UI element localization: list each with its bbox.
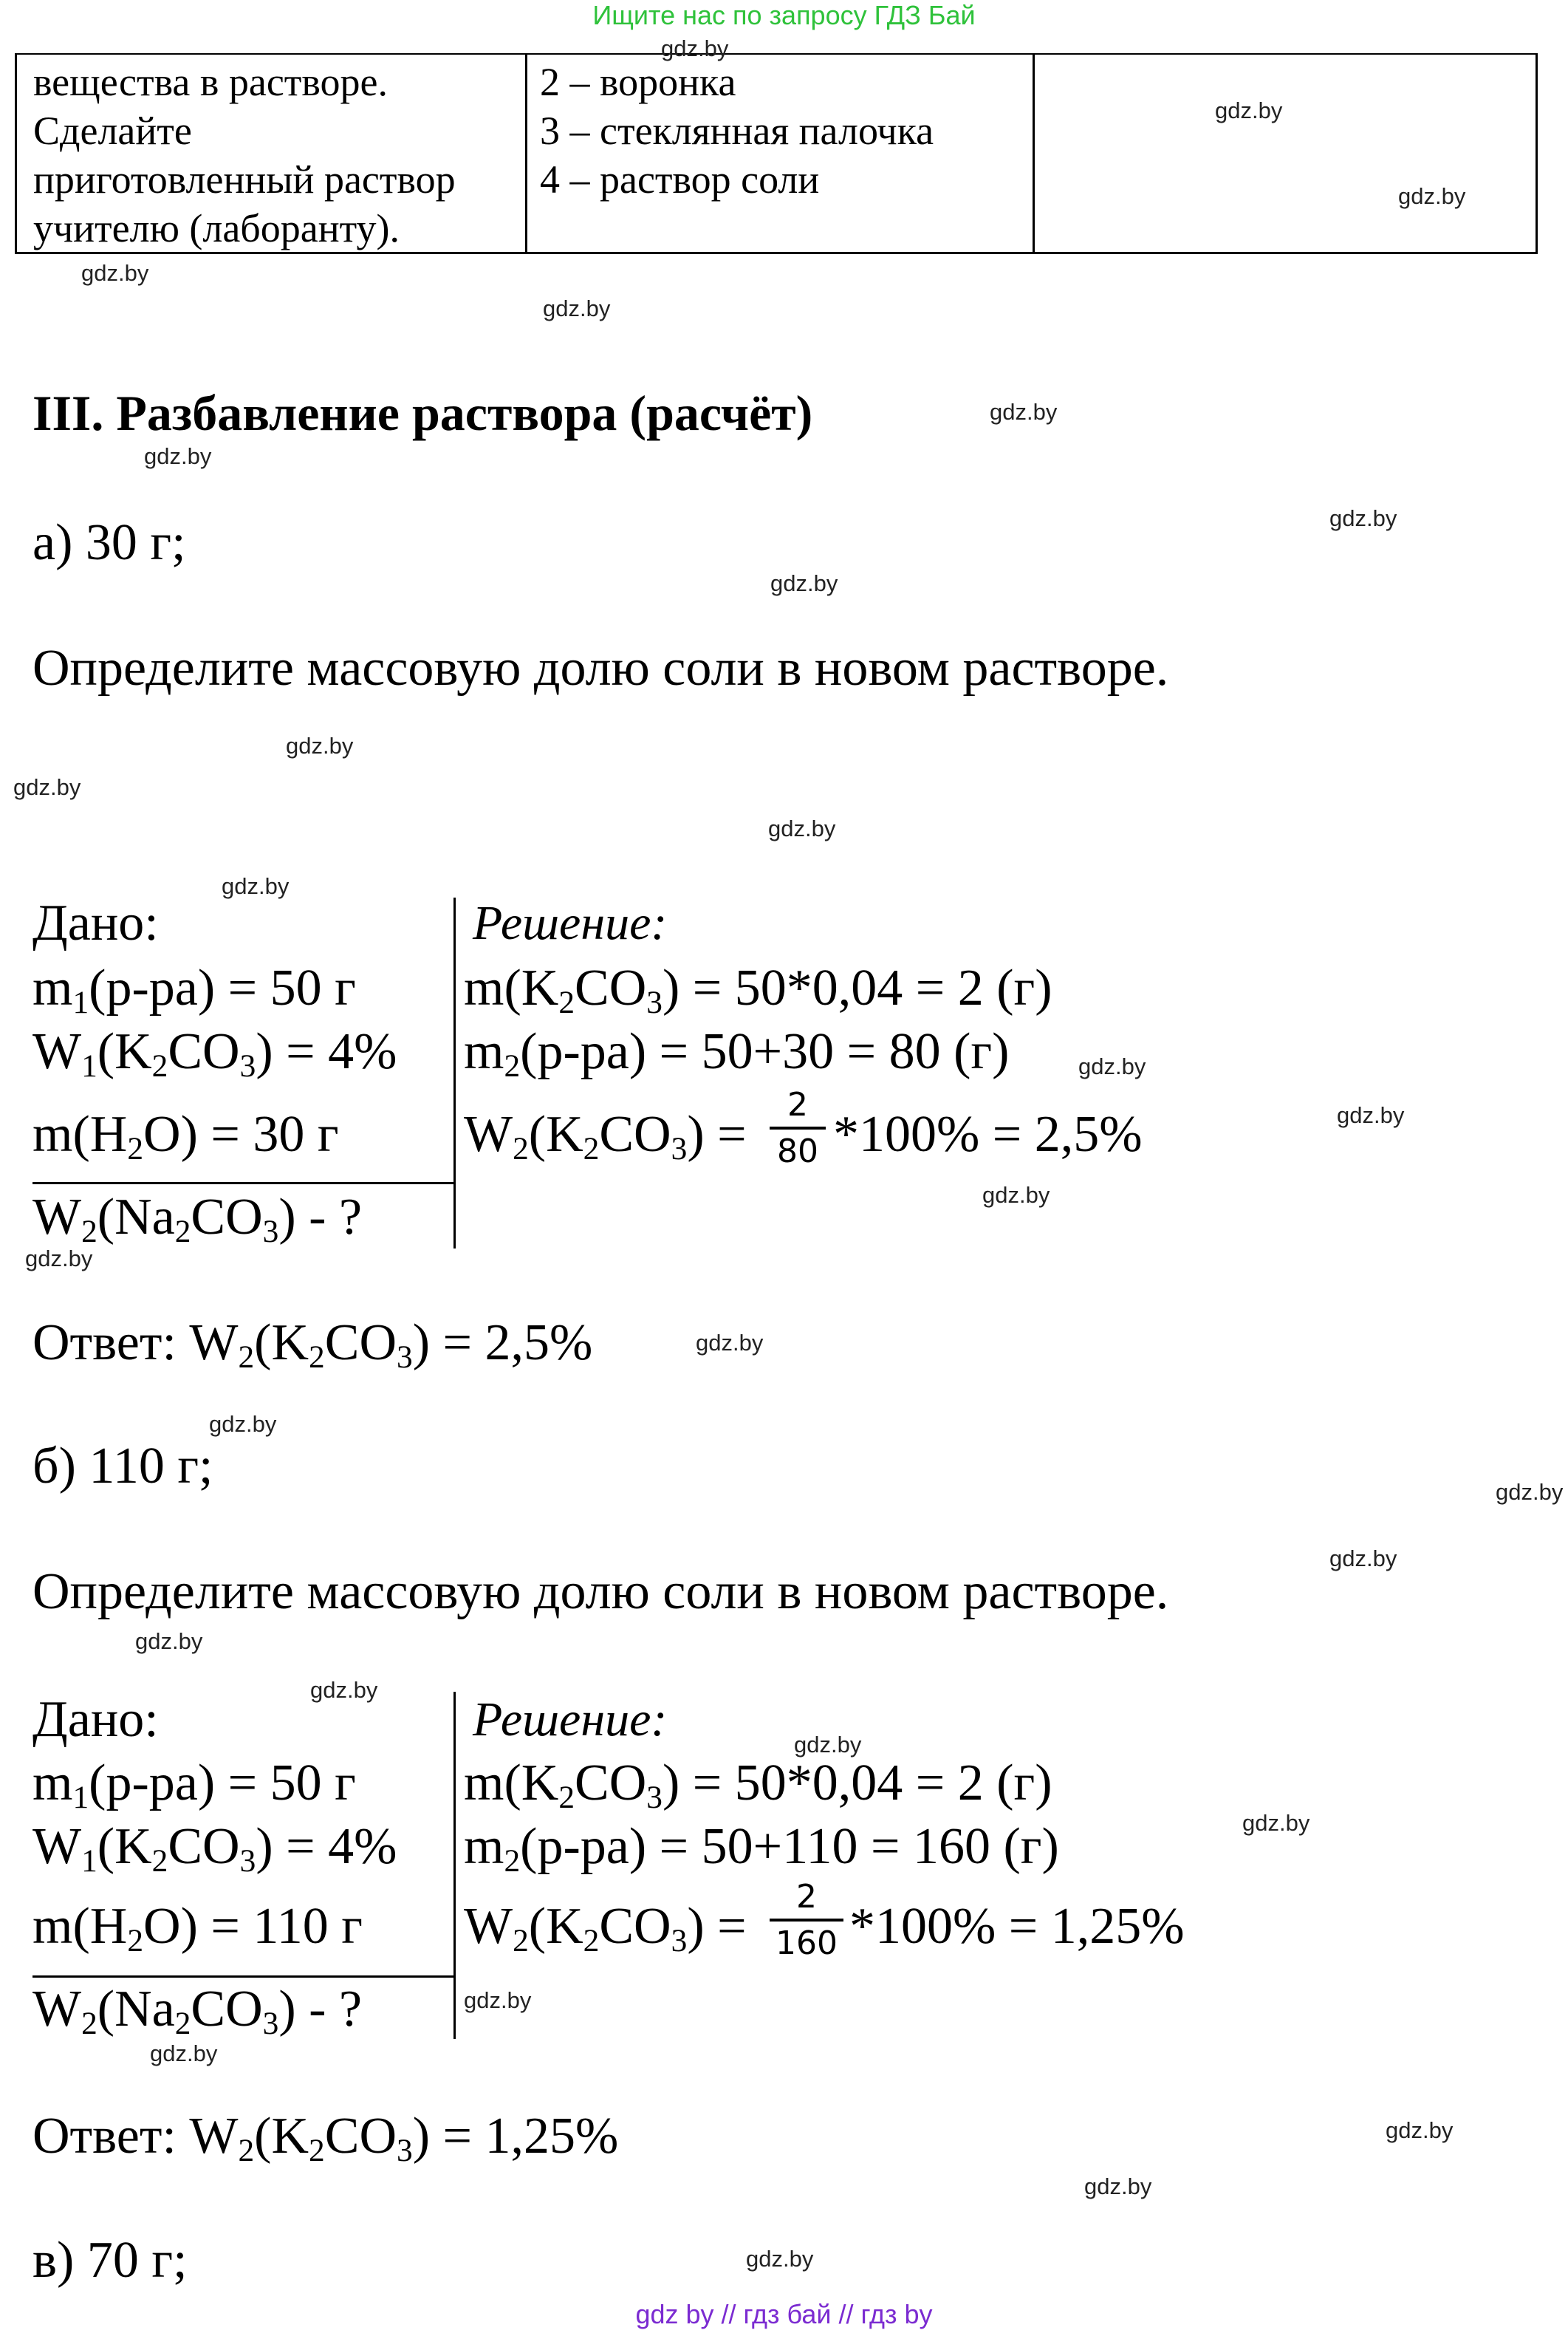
part-b-solution-line-3: $W_2(K_2CO_3)$ =	[464, 1898, 747, 1958]
table-line: 4 – раствор соли	[540, 157, 820, 202]
watermark: gdz.by	[13, 774, 81, 800]
watermark: gdz.by	[1084, 2173, 1152, 2199]
watermark: gdz.by	[150, 2040, 218, 2066]
table-cell-equipment	[540, 58, 934, 204]
part-b-solution-title: Решение:	[473, 1692, 668, 1746]
top-banner[interactable]: Ищите нас по запросу ГДЗ Бай	[592, 0, 976, 30]
fraction-denominator: 80	[777, 1133, 818, 1170]
given-solution-divider	[453, 898, 456, 1249]
watermark: gdz.by	[982, 1182, 1050, 1208]
part-a-given-title: Дано:	[32, 895, 159, 952]
watermark: gdz.by	[144, 443, 212, 469]
watermark: gdz.by	[1398, 183, 1466, 209]
part-c-label: в) 70 г;	[32, 2232, 188, 2289]
watermark: gdz.by	[990, 399, 1058, 425]
part-b-solution-result: *100% = 1,25%	[849, 1898, 1185, 1955]
watermark: gdz.by	[25, 1246, 93, 1271]
fraction-bar	[770, 1127, 826, 1130]
part-a-label: а) 30 г;	[32, 514, 186, 571]
part-a-solution-line-1: $m(K_2CO_3) = 50*0,04 = 2$ (г)	[464, 960, 1052, 1020]
table-divider	[525, 55, 527, 252]
watermark: gdz.by	[286, 733, 354, 759]
table-cell-instructions	[33, 58, 456, 253]
watermark: gdz.by	[81, 260, 149, 286]
equipment-table	[15, 53, 1538, 254]
part-a-answer: Ответ: $W_2(K_2CO_3) = 2,5\%$	[32, 1314, 593, 1375]
watermark: gdz.by	[768, 816, 836, 841]
part-a-given-mass: $m_1(р-ра) = 50$ г	[32, 960, 356, 1020]
watermark: gdz.by	[661, 35, 729, 61]
watermark: gdz.by	[1337, 1102, 1405, 1128]
table-line: приготовленный раствор	[33, 157, 456, 202]
watermark: gdz.by	[1386, 2117, 1454, 2143]
watermark: gdz.by	[1329, 1545, 1397, 1571]
fraction-numerator: 2	[787, 1086, 808, 1124]
part-a-given-water: $m(H_2O) = 30$ г	[32, 1106, 339, 1166]
given-underline	[32, 1975, 453, 1978]
watermark: gdz.by	[209, 1411, 277, 1437]
watermark: gdz.by	[696, 1330, 764, 1356]
given-solution-divider	[453, 1692, 456, 2039]
table-divider	[1033, 55, 1035, 252]
section-heading: III. Разбавление раствора (расчёт)	[32, 385, 813, 441]
watermark: gdz.by	[543, 296, 611, 321]
table-line: 3 – стеклянная палочка	[540, 109, 934, 153]
watermark: gdz.by	[1329, 505, 1397, 531]
watermark: gdz.by	[1215, 98, 1283, 123]
part-b-fraction	[770, 1878, 843, 1962]
watermark: gdz.by	[1496, 1479, 1564, 1505]
part-b-solution-line-2: $m_2(р-ра) = 50+110 = 160$ (г)	[464, 1818, 1059, 1879]
watermark: gdz.by	[1078, 1053, 1146, 1079]
watermark: gdz.by	[794, 1732, 862, 1758]
bottom-banner[interactable]: gdz by // гдз бай // гдз by	[635, 2299, 933, 2329]
part-b-find: $W_2(Na_2CO_3)$ - ?	[32, 1981, 363, 2041]
fraction-numerator: 2	[796, 1878, 817, 1916]
watermark: gdz.by	[222, 873, 290, 899]
part-b-answer: Ответ: $W_2(K_2CO_3) = 1,25\%$	[32, 2108, 619, 2168]
part-a-find: $W_2(Na_2CO_3)$ - ?	[32, 1189, 363, 1249]
part-b-solution-line-1: $m(K_2CO_3) = 50*0,04 = 2$ (г)	[464, 1755, 1052, 1815]
watermark: gdz.by	[310, 1677, 378, 1703]
part-a-fraction	[770, 1086, 826, 1170]
part-a-solution-line-3: $W_2(K_2CO_3)$ =	[464, 1106, 747, 1166]
part-a-solution-result: *100% = 2,5%	[833, 1106, 1143, 1163]
fraction-bar	[770, 1919, 843, 1922]
part-b-given-water: $m(H_2O) = 110$ г	[32, 1898, 363, 1958]
part-b-given-title: Дано:	[32, 1691, 159, 1748]
given-underline	[32, 1182, 453, 1184]
fraction-denominator: 160	[776, 1924, 838, 1962]
watermark: gdz.by	[1242, 1810, 1310, 1836]
watermark: gdz.by	[770, 570, 838, 596]
part-a-solution-title: Решение:	[473, 896, 668, 950]
table-line: учителю (лаборанту).	[33, 206, 400, 250]
watermark: gdz.by	[464, 1987, 532, 2013]
part-a-solution-line-2: $m_2(р-ра) = 50+30 = 80$ (г)	[464, 1023, 1010, 1084]
part-a-given-fraction: $W_1(K_2CO_3) = 4\%$	[32, 1023, 397, 1084]
watermark: gdz.by	[746, 2246, 814, 2272]
watermark: gdz.by	[135, 1628, 203, 1654]
table-line: вещества в растворе.	[33, 60, 388, 104]
part-b-given-fraction: $W_1(K_2CO_3) = 4\%$	[32, 1818, 397, 1879]
part-b-given-mass: $m_1(р-ра) = 50$ г	[32, 1755, 356, 1815]
part-b-task: Определите массовую долю соли в новом растворе.	[32, 1563, 1169, 1620]
part-b-label: б) 110 г;	[32, 1438, 213, 1495]
table-line: 2 – воронка	[540, 60, 736, 104]
table-line: Сделайте	[33, 109, 192, 153]
part-a-task: Определите массовую долю соли в новом растворе.	[32, 640, 1169, 697]
